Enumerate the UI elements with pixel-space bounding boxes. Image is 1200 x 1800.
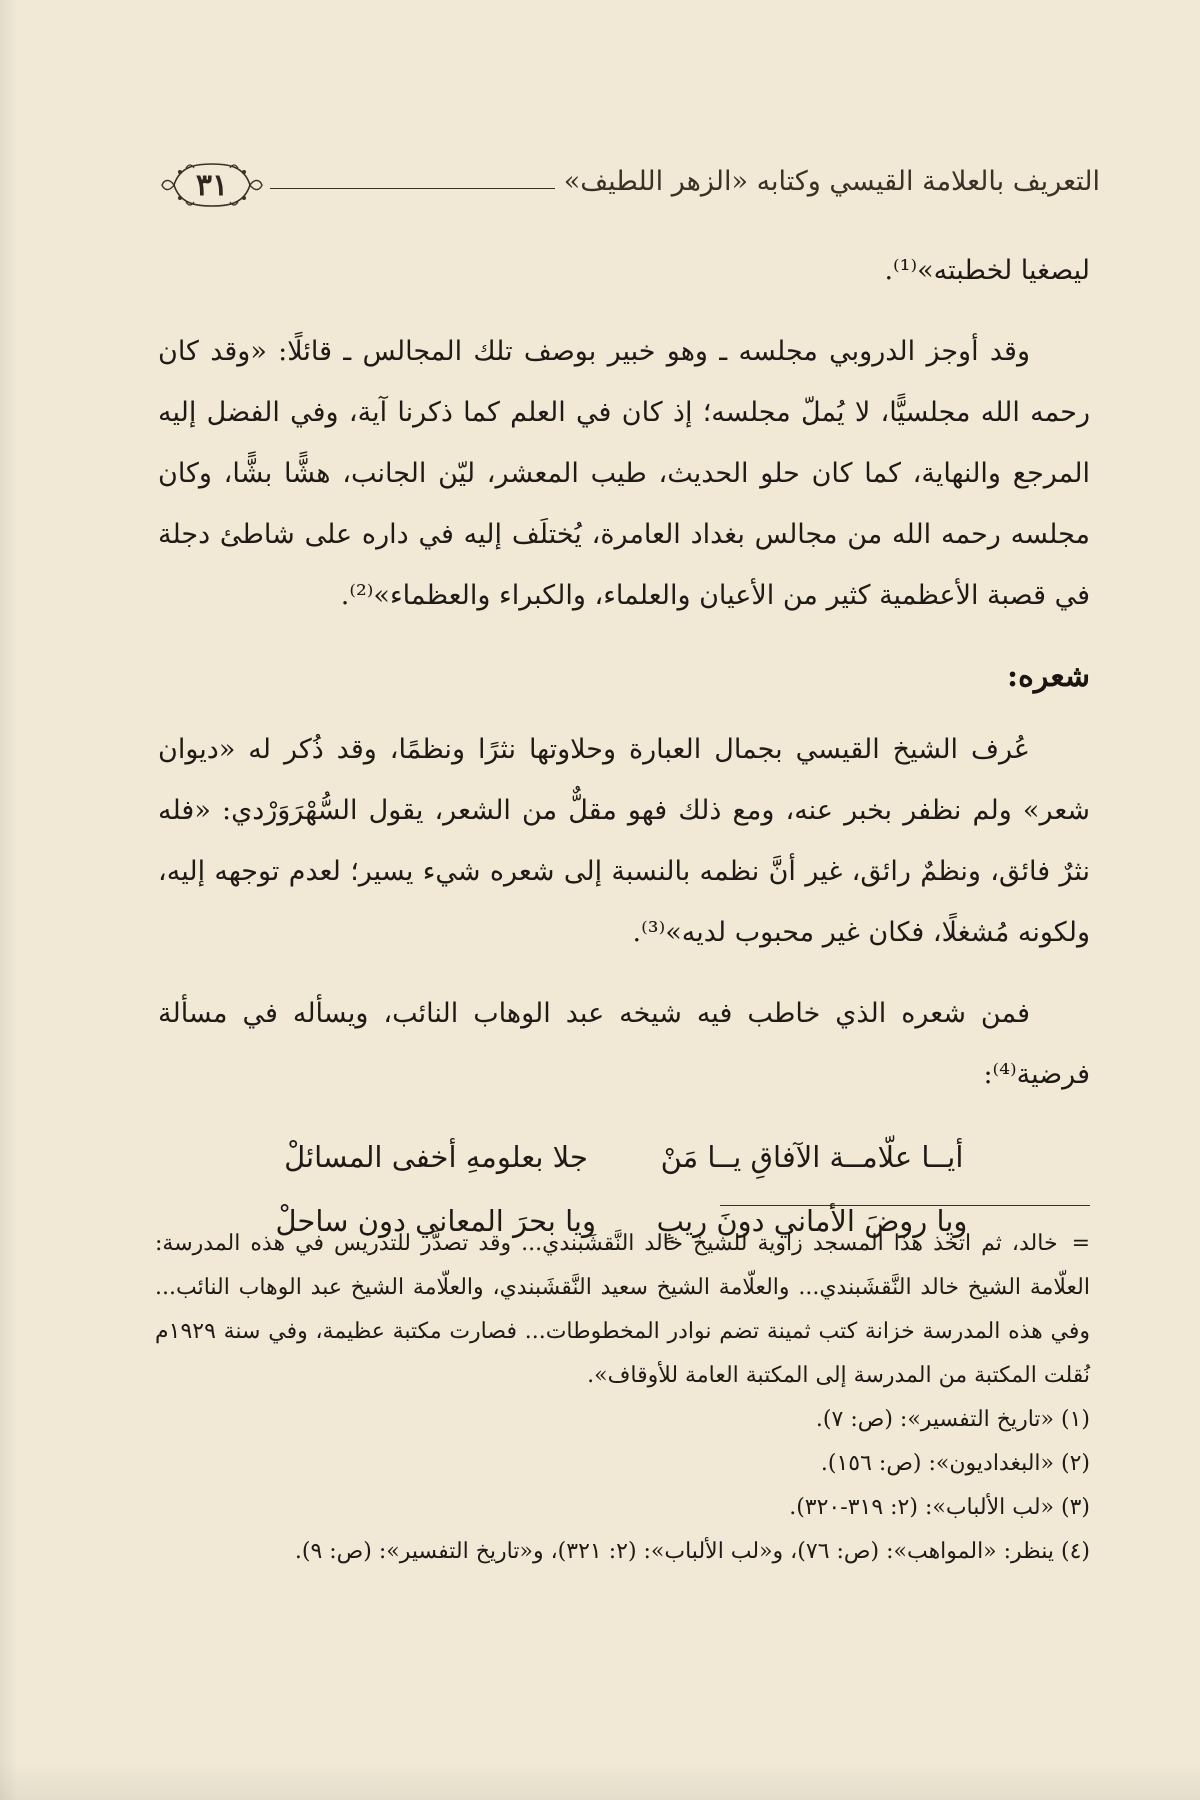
page-bottom-shadow xyxy=(0,1760,1200,1800)
paragraph-poetry: عُرف الشيخ القيسي بجمال العبارة وحلاوتها نثرًا ونظمًا، وقد ذُكر له «ديوان شعر» ولم نظفر بخبر عنه، ومع ذلك فهو مقلٌّ من الشعر، يقول السُّهْرَوَرْدي: «فله نثرٌ فائق، ونظمٌ رائق، غير أنَّ نظمه بالنسبة إلى شعره شيء يسير؛ لعدم توجهه إليه، ولكونه مُشغلًا، فكان غير محبوب لديه»⁽³⁾. xyxy=(158,734,1090,948)
verse-second-hemistich: ويا بحرَ المعاني دون ساحلْ xyxy=(275,1204,596,1238)
page-gutter-shadow xyxy=(0,0,18,1800)
main-text xyxy=(158,240,1090,1253)
page-number: ٣١ xyxy=(195,168,229,203)
section-heading-poetry: شعره: xyxy=(1007,659,1090,694)
verse-line xyxy=(158,1125,1090,1189)
verse-second-hemistich: جلا بعلومهِ أخفى المسائلْ xyxy=(284,1140,588,1174)
header-rule xyxy=(270,188,555,189)
paragraph-continuation: ليصغيا لخطبته»⁽¹⁾. xyxy=(884,255,1090,286)
paragraph-majlis: وقد أوجز الدروبي مجلسه ـ وهو خبير بوصف تلك المجالس ـ قائلًا: «وقد كان رحمه الله مجلسيًّا، لا يُملّ مجلسه؛ إذ كان في العلم كما ذكرنا آية، وفي الفضل إليه المرجع والنهاية، كما كان حلو الحديث، طيب المعشر، ليّن الجانب، هشًّا بشًّا، وكان مجلسه رحمه الله من مجالس بغداد العامرة، يُختلَف إليه في داره على شاطئ دجلة في قصبة الأعظمية كثير من الأعيان والعلماء، والكبراء والعظماء»⁽²⁾. xyxy=(158,336,1090,611)
running-title: التعريف بالعلامة القيسي وكتابه «الزهر اللطيف» xyxy=(563,166,1100,197)
verse-first-hemistich: ويا روضَ الأماني دونَ ريبٍ xyxy=(656,1204,968,1238)
footnote-2: (٢) «البغداديون»: (ص: ١٥٦). xyxy=(820,1451,1090,1476)
footnote-4: (٤) ينظر: «المواهب»: (ص: ٧٦)، و«لب الألباب»: (٢: ٣٢١)، و«تاريخ التفسير»: (ص: ٩). xyxy=(294,1539,1090,1564)
footnote-continuation xyxy=(155,1222,1090,1398)
footnote-separator xyxy=(720,1205,1090,1206)
continuation-mark: = xyxy=(1071,1231,1090,1256)
footnote-continuation-text: خالد، ثم اتخذ هذا المسجد زاوية للشيخ خالد النَّقشَبندي... وقد تصدَّر للتدريس في هذه المدرسة: العلّامة الشيخ خالد النَّقشَبندي... والعلّامة الشيخ سعيد النَّقشَبندي، والعلّامة الشيخ عبد الوهاب النائب... وفي هذه المدرسة خزانة كتب ثمينة تضم نوادر المخطوطات... فصارت مكتبة عظيمة، وفي سنة ١٩٢٩م نُقلت المكتبة من المدرسة إلى المكتبة العامة للأوقاف». xyxy=(155,1231,1090,1388)
footnote-3: (٣) «لب الألباب»: (٢: ٣١٩-٣٢٠). xyxy=(789,1495,1090,1520)
footnote-1: (١) «تاريخ التفسير»: (ص: ٧). xyxy=(815,1407,1090,1432)
page-header xyxy=(160,158,1100,214)
paragraph-verse-intro: فمن شعره الذي خاطب فيه شيخه عبد الوهاب النائب، ويسأله في مسألة فرضية⁽⁴⁾: xyxy=(158,998,1090,1090)
footnotes xyxy=(155,1222,1090,1574)
verse-first-hemistich: أيــا علّامــة الآفاقِ يــا مَنْ xyxy=(660,1140,964,1174)
page-number-ornament xyxy=(160,158,264,212)
